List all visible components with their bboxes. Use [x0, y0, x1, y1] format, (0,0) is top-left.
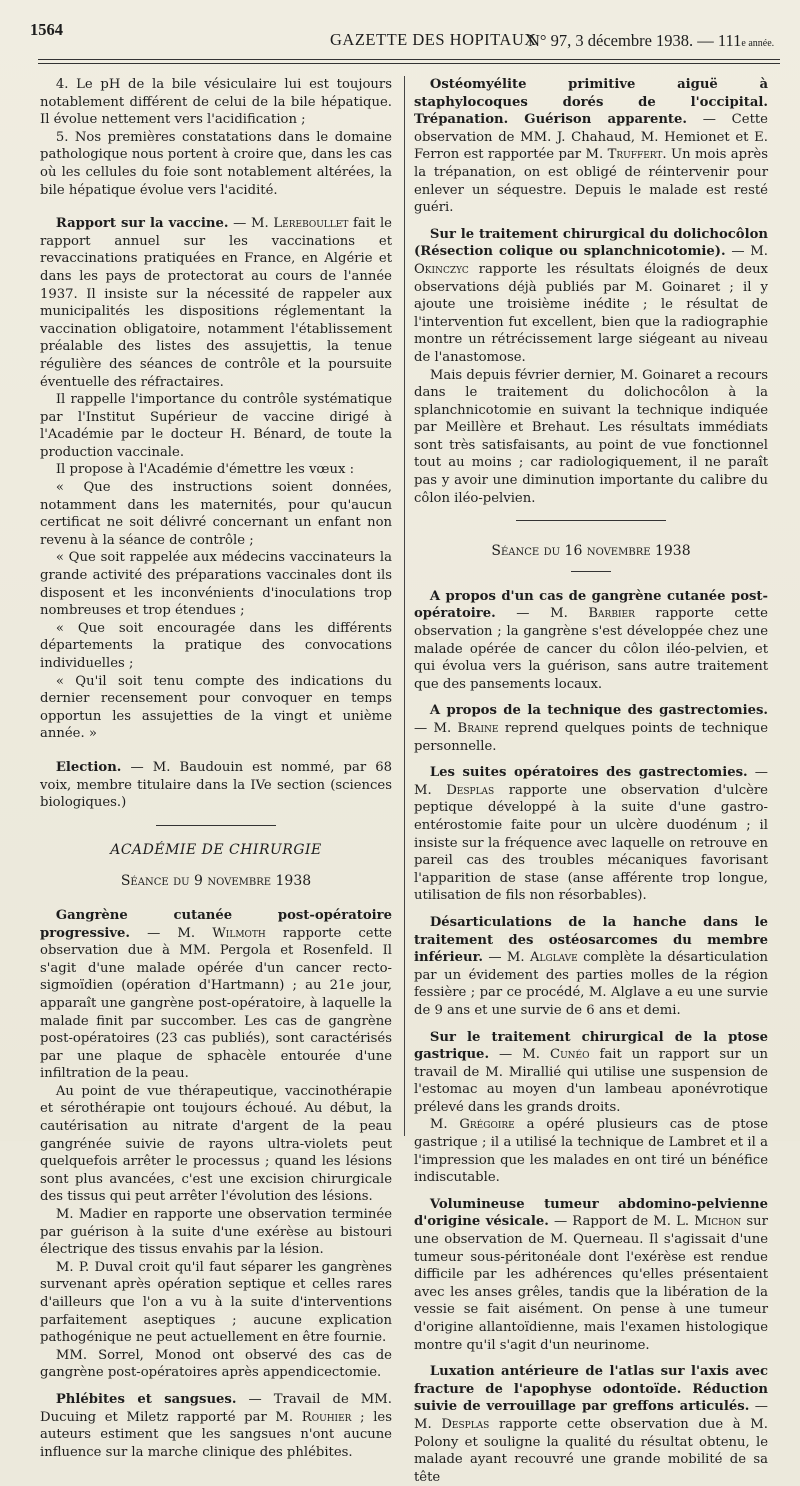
vaccine-report: Rapport sur la vaccine. — M. Lereboullet fait le rapport annuel sur les vaccinations et revaccinations pratiquées en France, en Algérie et dans les pays de protectorat au cours de l'année 1937. Il insiste sur la nécessité de rappeler aux municipalités les dispositions réglementant la vaccination obligatoire, notamment l'établissement préalable des listes des assujettis, la tenue régulière des séances de contrôle et la poursuite éventuelle des réfractaires. [40, 216, 392, 390]
gangrene-report: Gangrène cutanée post-opératoire progressive. — M. Wilmoth rapporte cette observation due à MM. Pergola et Rosenfeld. Il s'agit d'une malade opérée d'un cancer recto-sigmoïdien (opération d'Hartmann) ; au 21e jour, apparaît une gangrène post-opératoire, à laquelle la malade finit par succomber. Les cas de gangrène post-opératoires (23 cas publiés), sont caractérisés par une plaque de sphacèle entourée d'une infiltration de la peau. [40, 907, 392, 1082]
section-divider [516, 520, 666, 521]
paragraph: « Qu'il soit tenu compte des indications du dernier recensement pour convoquer en temps opportun les assujetties de la vingt et unième année. » [40, 673, 392, 742]
paragraph: MM. Sorrel, Monod ont observé des cas de gangrène post-opératoires après appendicectomie. [40, 1347, 392, 1381]
election-notice: Election. — M. Baudouin est nommé, par 68 voix, membre titulaire dans la IVe section (sciences biologiques.) [40, 759, 392, 811]
paragraph: « Que soit encouragée dans les différents départements la pratique des convocations individuelles ; [40, 620, 392, 671]
paragraph: Il propose à l'Académie d'émettre les vœux : [55, 462, 355, 478]
section-divider-short [571, 571, 611, 572]
section-heading: ACADÉMIE DE CHIRURGIE [110, 841, 322, 858]
left-column [40, 76, 392, 1461]
gastrectomy-technique-report: A propos de la technique des gastrectomies. — M. Braine reprend quelques points de technique personnelle. [414, 703, 768, 754]
issue-info: N° 97, 3 décembre 1938. — 111e année. [528, 31, 775, 50]
paragraph: 4. Le pH de la bile vésiculaire lui est toujours notablement différent de celui de la bile hépatique. Il évolue nettement vers l'acidification ; [40, 77, 392, 128]
right-column [414, 76, 768, 1486]
paragraph: « Que des instructions soient données, notamment dans les maternités, pour qu'aucun certificat ne soit délivré concernant un enfant non revenu à la séance de contrôle ; [40, 480, 392, 548]
page-header [30, 20, 775, 50]
page-number: 1564 [30, 20, 63, 39]
session-date: Séance du 16 novembre 1938 [491, 543, 691, 560]
osteo-report: Ostéomyélite primitive aiguë à staphylocoques dorés de l'occipital. Trépanation. Guérison apparente. — Cette observation de MM. J. Chahaud, M. Hemionet et E. Ferron est rapportée par M. Truffert. Un mois après la trépanation, on est obligé de réintervenir pour enlever un séquestre. Depuis le malade est resté guéri. [414, 77, 768, 216]
tumor-report: Volumineuse tumeur abdomino-pelvienne d'origine vésicale. — Rapport de M. L. Michon sur une observation de M. Querneau. Il s'agissait d'une tumeur sous-péritonéale dont l'exérèse est rendue difficile par les adhérences qu'elles présentaient avec les anses grêles, tandis que la libération de la vessie se fait aisément. On pense à une tumeur d'origine allantoïdienne, mais l'examen histologique montre qu'il s'agit d'un neurinome. [414, 1196, 768, 1353]
paragraph: « Que soit rappelée aux médecins vaccinateurs la grande activité des préparations vaccinales dont ils disposent et les inconvénients d'inoculations trop nombreuses et trop étendues ; [40, 550, 392, 619]
section-divider [156, 825, 276, 826]
phlebitis-report: Phlébites et sangsues. — Travail de MM. Ducuing et Miletz rapporté par M. Rouhier ; les auteurs estiment que les sangsues n'ont aucune influence sur la marche clinique des phlébites. [40, 1391, 393, 1460]
paragraph: 5. Nos premières constatations dans le domaine pathologique nous portent à croire que, dans les cas où les cellules du foie sont notablement altérées, la bile hépatique évolue vers l'acidité. [40, 129, 392, 198]
paragraph: M. Madier en rapporte une observation terminée par guérison à la suite d'une exérèse au bistouri électrique des tissus envahis par la lésion. [40, 1207, 392, 1258]
ptose-report: Sur le traitement chirurgical de la ptose gastrique. — M. Cunéo fait un rapport sur un travail de M. Mirallié qui utilise une suspension de l'estomac au moyen d'un lambeau aponévrotique prélevé dans les grands droits. [414, 1029, 768, 1115]
journal-title: GAZETTE DES HOPITAUX [330, 30, 537, 49]
paragraph: M. P. Duval croit qu'il faut séparer les gangrènes survenant après opération septique et celles rares d'ailleurs que l'on a vu à la suite d'interventions parfaitement aseptiques ; aucune explication pathogénique ne peut actuellement en être fournie. [40, 1259, 392, 1346]
paragraph: Au point de vue thérapeutique, vaccinothérapie et sérothérapie ont toujours échoué. Au début, la cautérisation au nitrate d'argent de la peau gangrénée suivie de rayons ultra-violets peut quelquefois arrêter le processus ; quand les lésions sont plus avancées, c'est une excision chirurgicale des tissus qui peut arrêter l'évolution des lésions. [40, 1083, 392, 1205]
ptose-followup: M. Grégoire a opéré plusieurs cas de ptose gastrique ; il a utilisé la technique de Lambret et il a l'impression que les malades en ont tiré un bénéfice indiscutable. [414, 1117, 769, 1186]
desarticulation-report: Désarticulations de la hanche dans le traitement des ostéosarcomes du membre inférieur. — M. Alglave complète la désarticulation par un évidement des parties molles de la région fessière ; par ce procédé, M. Alglave a eu une survie de 9 ans et une survie de 6 ans et demi. [414, 914, 768, 1018]
luxation-report: Luxation antérieure de l'atlas sur l'axis avec fracture de l'apophyse odontoïde. Réduction suivie de verrouillage par greffons articulés. — M. Desplas rapporte cette observation due à M. Polony et souligne la qualité du résultat obtenu, le malade ayant recouvré une grande mobilité de sa tête [414, 1364, 768, 1485]
session-date: Séance du 9 novembre 1938 [120, 873, 312, 890]
paragraph: Mais depuis février dernier, M. Goinaret a recours dans le traitement du dolichocôlon à la splanchnicotomie en suivant la technique indiquée par Meillère et Brehaut. Les résultats immédiats sont très satisfaisants, au point de vue fonctionnel tout au moins ; car radiologiquement, il ne paraît pas y avoir une diminution importante du calibre du côlon iléo-pelvien. [414, 367, 768, 506]
header-rule-thin [38, 63, 780, 64]
paragraph: Il rappelle l'importance du contrôle systématique par l'Institut Supérieur de vaccine dirigé à l'Académie par le docteur H. Bénard, de toute la production vaccinale. [40, 392, 392, 460]
gastrectomy-suites-report: Les suites opératoires des gastrectomies. — M. Desplas rapporte une observation d'ulcère peptique développé à la suite d'une gastro-entérostomie faite pour un ulcère duodénum ; il insiste sur la fréquence avec laquelle on retrouve en pareil cas des troubles mécaniques favorisant l'apparition de stase (anse afférente trop longue, utilisation de fils non résorbables). [414, 765, 768, 904]
propos-report: A propos d'un cas de gangrène cutanée post-opératoire. — M. Barbier rapporte cette observation ; la gangrène s'est développée chez une malade opérée de cancer du côlon iléo-pelvien, et qui évolua vers la guérison, sans autre traitement que des pansements locaux. [414, 588, 768, 692]
column-divider [404, 76, 405, 1136]
header-rule [38, 59, 780, 60]
dolicho-report: Sur le traitement chirurgical du dolichocôlon (Résection colique ou splanchnicotomie). — M. Okinczyc rapporte les résultats éloignés de deux observations déjà publiés par M. Goinaret ; il y ajoute une troisième inédite ; le résultat de l'intervention fut excellent, bien que la radiographie montre un rétrécissement large siégeant au niveau de l'anastomose. [414, 226, 768, 365]
